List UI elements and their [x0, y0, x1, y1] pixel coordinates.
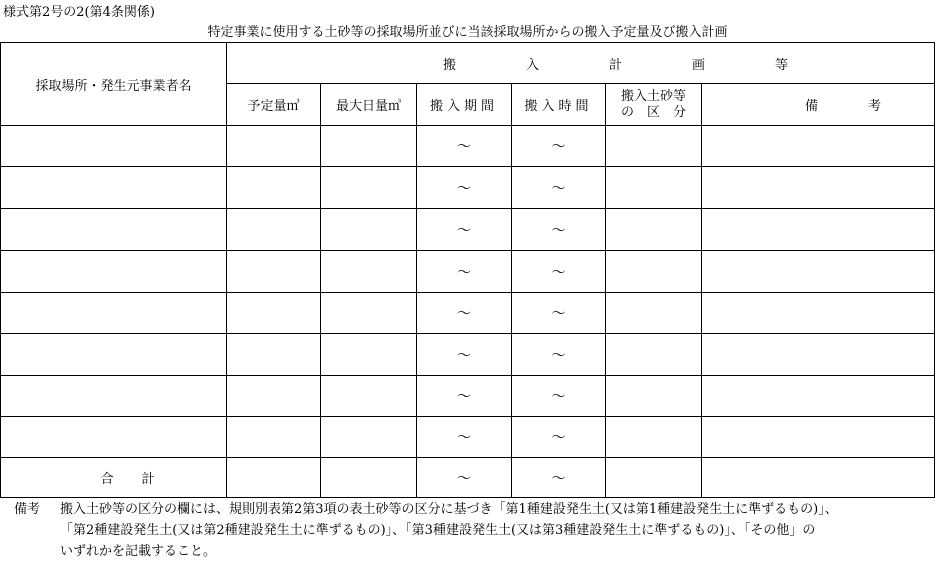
note-line-3: いずれかを記載すること。 — [60, 544, 217, 559]
total-category-cell[interactable] — [606, 458, 701, 497]
row-5-max-daily-cell[interactable] — [321, 293, 416, 333]
row-6-planned-cell[interactable] — [227, 334, 320, 375]
total-period-cell: ～ — [457, 470, 471, 487]
row-7-category-cell[interactable] — [606, 376, 701, 416]
soil-category-header — [606, 84, 701, 125]
row-2-source-cell[interactable] — [1, 167, 226, 208]
row-4-time-cell: ～ — [551, 264, 566, 281]
row-2-category-cell[interactable] — [606, 167, 701, 208]
row-1-time-cell: ～ — [551, 139, 566, 155]
row-3-category-cell[interactable] — [606, 209, 701, 250]
row-3-max-daily-cell[interactable] — [321, 209, 416, 250]
form-number-label: 様式第2号の2(第4条関係) — [3, 5, 155, 20]
note-heading: 備考 — [14, 502, 41, 517]
row-4-category-cell[interactable] — [606, 251, 701, 292]
row-2-period-cell: ～ — [457, 180, 471, 197]
row-1-planned-cell[interactable] — [227, 126, 320, 166]
row-5-remarks-cell[interactable] — [702, 293, 934, 333]
row-6-period-cell: ～ — [457, 347, 471, 364]
row-8-time-cell: ～ — [551, 430, 566, 446]
row-3-time-cell: ～ — [551, 222, 566, 239]
row-3-period-cell: ～ — [457, 222, 471, 239]
row-6-category-cell[interactable] — [606, 334, 701, 375]
row-1-max-daily-cell[interactable] — [321, 126, 416, 166]
row-8-category-cell[interactable] — [606, 417, 701, 457]
row-7-max-daily-cell[interactable] — [321, 376, 416, 416]
remarks-header: 備考 — [804, 99, 931, 114]
row-1-source-cell[interactable] — [1, 126, 226, 166]
row-7-time-cell: ～ — [551, 389, 566, 405]
total-max-daily-cell[interactable] — [321, 458, 416, 497]
row-6-remarks-cell[interactable] — [702, 334, 934, 375]
row-2-remarks-cell[interactable] — [702, 167, 934, 208]
row-7-planned-cell[interactable] — [227, 376, 320, 416]
row-7-period-cell: ～ — [457, 389, 471, 405]
row-5-period-cell: ～ — [457, 306, 471, 322]
row-5-time-cell: ～ — [551, 306, 566, 322]
soil-category-header-line2: の 区 分 — [620, 104, 686, 120]
document-title: 特定事業に使用する土砂等の採取場所並びに当該採取場所からの搬入予定量及び搬入計画 — [207, 25, 728, 40]
row-7-source-cell[interactable] — [1, 376, 226, 416]
total-label: 合計 — [100, 472, 183, 487]
row-7-remarks-cell[interactable] — [702, 376, 934, 416]
row-3-source-cell[interactable] — [1, 209, 226, 250]
row-2-time-cell: ～ — [551, 180, 566, 197]
note-line-2: 「第2種建設発生土(又は第2種建設発生土に準ずるもの)」、「第3種建設発生土(又は第3種建設発生土に準ずるもの)」、「その他」の — [60, 523, 816, 538]
source-column-header: 採取場所・発生元事業者名 — [35, 78, 192, 94]
row-4-period-cell: ～ — [457, 264, 471, 281]
row-6-source-cell[interactable] — [1, 334, 226, 375]
row-5-category-cell[interactable] — [606, 293, 701, 333]
row-8-remarks-cell[interactable] — [702, 417, 934, 457]
row-5-planned-cell[interactable] — [227, 293, 320, 333]
row-8-max-daily-cell[interactable] — [321, 417, 416, 457]
row-6-time-cell: ～ — [551, 347, 566, 364]
delivery-period-header: 搬入期間 — [429, 99, 498, 114]
row-5-source-cell[interactable] — [1, 293, 226, 333]
row-8-source-cell[interactable] — [1, 417, 226, 457]
planned-volume-header: 予定量㎥ — [247, 99, 300, 114]
row-4-planned-cell[interactable] — [227, 251, 320, 292]
row-4-remarks-cell[interactable] — [702, 251, 934, 292]
max-daily-volume-header: 最大日量㎥ — [335, 99, 401, 114]
row-3-remarks-cell[interactable] — [702, 209, 934, 250]
soil-category-header-line1: 搬入土砂等 — [620, 88, 686, 104]
row-2-planned-cell[interactable] — [227, 167, 320, 208]
note-line-1: 搬入土砂等の区分の欄には、規則別表第2第3項の表土砂等の区分に基づき「第1種建設発生土(又は第1種建設発生土に準ずるもの)」、 — [60, 502, 838, 517]
total-time-cell: ～ — [551, 470, 566, 487]
group-header-delivery-plan: 搬入計画等 — [442, 57, 858, 73]
row-2-max-daily-cell[interactable] — [321, 167, 416, 208]
row-8-period-cell: ～ — [457, 430, 471, 446]
row-1-period-cell: ～ — [457, 139, 471, 155]
row-1-category-cell[interactable] — [606, 126, 701, 166]
row-4-max-daily-cell[interactable] — [321, 251, 416, 292]
delivery-time-header: 搬入時間 — [524, 99, 593, 114]
remarks-note — [14, 499, 926, 562]
row-3-planned-cell[interactable] — [227, 209, 320, 250]
row-1-remarks-cell[interactable] — [702, 126, 934, 166]
row-4-source-cell[interactable] — [1, 251, 226, 292]
row-6-max-daily-cell[interactable] — [321, 334, 416, 375]
row-8-planned-cell[interactable] — [227, 417, 320, 457]
total-remarks-cell[interactable] — [702, 458, 934, 497]
